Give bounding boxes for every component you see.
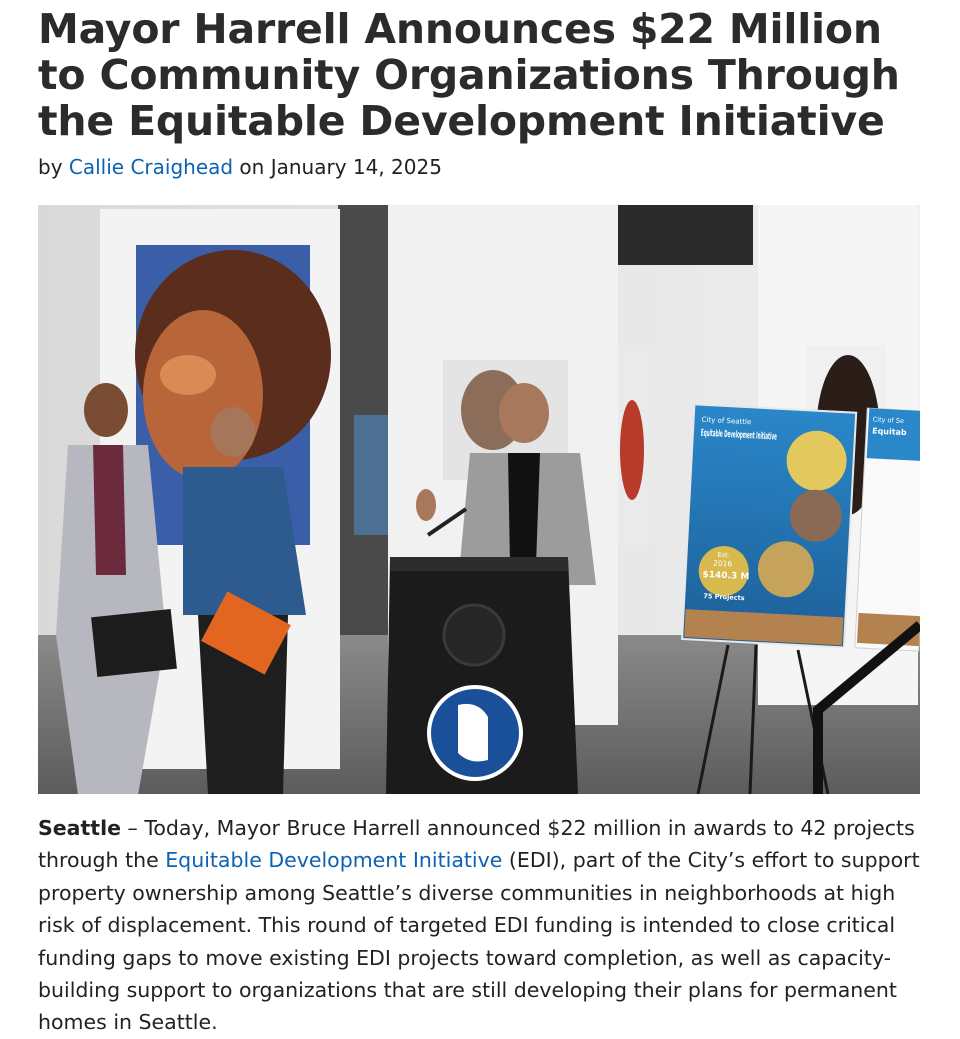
poster-projects: 75 Projects xyxy=(703,592,745,603)
poster-amount: $140.3 M xyxy=(702,569,750,583)
poster-org-text: City of Seattle xyxy=(701,415,752,427)
author-link[interactable]: Callie Craighead xyxy=(68,155,234,179)
poster2-heading-text: Equitab xyxy=(871,426,907,438)
byline-mid: on xyxy=(233,155,271,179)
publish-date: January 14, 2025 xyxy=(270,155,442,179)
byline-prefix: by xyxy=(38,155,69,179)
edi-link[interactable]: Equitable Development Initiative xyxy=(165,848,503,873)
hero-image xyxy=(38,205,920,794)
poster-est-label: Est. xyxy=(717,550,730,560)
hero-photo xyxy=(38,205,920,794)
article-body xyxy=(38,812,922,1039)
poster-est-year: 2016 xyxy=(712,558,733,569)
article-title: Mayor Harrell Announces $22 Million to Community Organizations Through the Equitable Development Initiative xyxy=(38,5,900,145)
body-text-1: – Today, Mayor Bruce Harrell announced $22 million in awards to 42 projects through the xyxy=(38,816,915,873)
article-header xyxy=(38,0,922,180)
byline xyxy=(38,154,922,180)
poster2-org-text: City of Se xyxy=(872,415,905,426)
body-text-2: (EDI), part of the City’s effort to support property ownership among Seattle’s diverse communities in neighborhoods at high risk of displacement. This round of targeted EDI funding is intended to close critical funding gaps to move existing EDI projects toward completion, as well as capacity-building support to organizations that are still developing their plans for permanent homes in Seattle. xyxy=(38,848,920,1035)
dateline: Seattle xyxy=(38,816,122,840)
